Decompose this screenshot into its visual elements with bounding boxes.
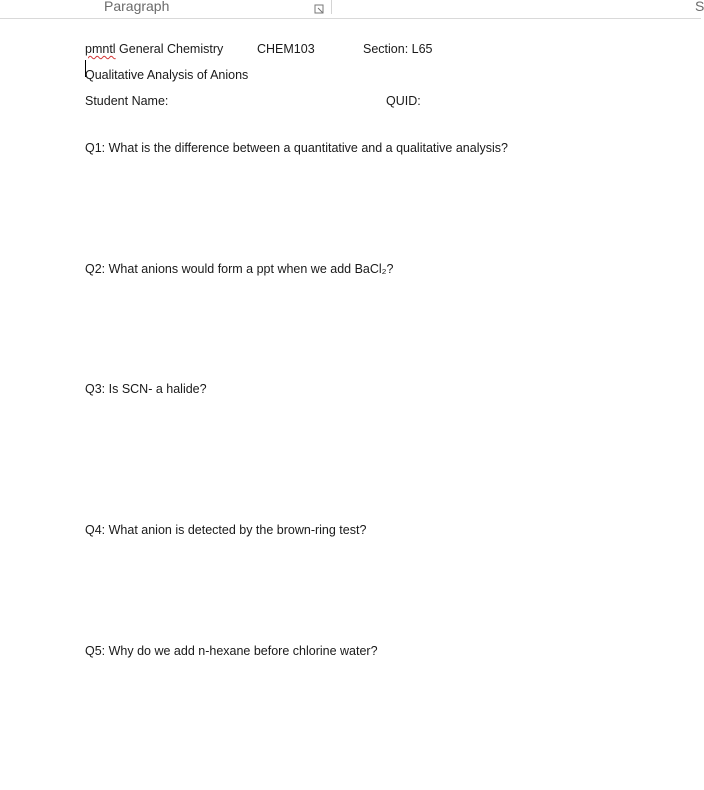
next-group-label: S — [695, 0, 704, 14]
document-page[interactable] — [0, 19, 701, 790]
subtitle: Qualitative Analysis of Anions — [85, 68, 249, 82]
paragraph-group-label: Paragraph — [104, 0, 170, 14]
question-2: Q2: What anions would form a ppt when we add BaCl₂? — [85, 262, 394, 276]
course-code: CHEM103 — [257, 42, 315, 56]
question-1: Q1: What is the difference between a quantitative and a qualitative analysis? — [85, 141, 508, 155]
question-3: Q3: Is SCN- a halide? — [85, 382, 207, 396]
header-course-line[interactable] — [85, 41, 223, 57]
ribbon-separator — [331, 0, 332, 14]
quid-label: QUID: — [386, 94, 421, 108]
ribbon-paragraph-group — [0, 0, 704, 19]
student-name-label: Student Name: — [85, 94, 169, 108]
dialog-launcher-icon[interactable] — [314, 2, 325, 13]
misspelled-word[interactable]: pmntl — [85, 42, 116, 56]
question-5: Q5: Why do we add n-hexane before chlorine water? — [85, 644, 378, 658]
section-label: Section: L65 — [363, 42, 433, 56]
course-name: General Chemistry — [115, 42, 224, 56]
question-4: Q4: What anion is detected by the brown-ring test? — [85, 523, 367, 537]
